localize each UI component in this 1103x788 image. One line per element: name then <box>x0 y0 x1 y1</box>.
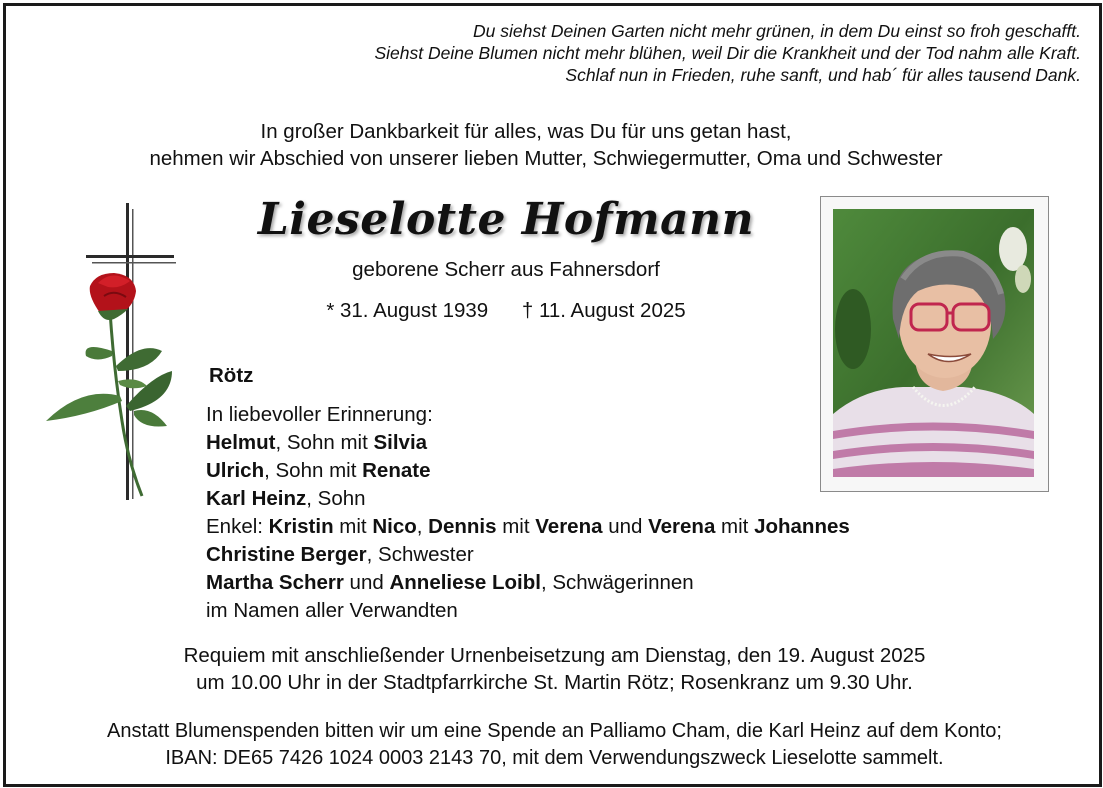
place-name: Rötz <box>209 364 254 387</box>
death-date: † 11. August 2025 <box>521 299 686 322</box>
mourner-line: Martha Scherr und Anneliese Loibl, Schwägerinnen <box>206 571 694 594</box>
birth-date: * 31. August 1939 <box>326 299 489 322</box>
deceased-name: Lieselotte Hofmann <box>257 194 755 245</box>
cross-rose-icon <box>42 201 192 506</box>
mourner-line: Christine Berger, Schwester <box>206 543 474 566</box>
life-dates <box>156 299 856 323</box>
intro-line: In großer Dankbarkeit für alles, was Du für uns getan hast, <box>260 120 792 143</box>
mourner-line: Ulrich, Sohn mit Renate <box>206 459 431 482</box>
portrait-frame <box>820 196 1049 492</box>
portrait-photo <box>833 209 1034 477</box>
intro-text <box>6 118 1086 172</box>
poem-line: Siehst Deine Blumen nicht mehr blühen, weil Dir die Krankheit und der Tod nahm alle Kraft. <box>374 43 1081 63</box>
poem-line: Schlaf nun in Frieden, ruhe sanft, und hab´ für alles tausend Dank. <box>565 65 1081 85</box>
intro-line: nehmen wir Abschied von unserer lieben Mutter, Schwiegermutter, Oma und Schwester <box>149 147 943 170</box>
mourners-intro: In liebevoller Erinnerung: <box>206 403 433 426</box>
poem <box>374 20 1081 86</box>
service-line: um 10.00 Uhr in der Stadtpfarrkirche St. Martin Rötz; Rosenkranz um 9.30 Uhr. <box>196 671 913 694</box>
donation-line: IBAN: DE65 7426 1024 0003 2143 70, mit dem Verwendungszweck Lieselotte sammelt. <box>165 747 944 769</box>
service-info <box>6 642 1103 696</box>
mourners-closing: im Namen aller Verwandten <box>206 599 458 622</box>
obituary-card <box>3 3 1102 787</box>
mourner-line: Enkel: Kristin mit Nico, Dennis mit Verena und Verena mit Johannes <box>206 515 850 538</box>
service-line: Requiem mit anschließender Urnenbeisetzung am Dienstag, den 19. August 2025 <box>183 644 926 667</box>
poem-line: Du siehst Deinen Garten nicht mehr grünen, in dem Du einst so froh geschafft. <box>473 21 1081 41</box>
mourners-list <box>206 401 850 625</box>
birth-name: geborene Scherr aus Fahnersdorf <box>352 258 660 281</box>
donation-line: Anstatt Blumenspenden bitten wir um eine Spende an Palliamo Cham, die Karl Heinz auf dem Konto; <box>107 720 1002 742</box>
mourner-line: Karl Heinz, Sohn <box>206 487 366 510</box>
donation-info <box>6 718 1103 772</box>
mourner-line: Helmut, Sohn mit Silvia <box>206 431 428 454</box>
